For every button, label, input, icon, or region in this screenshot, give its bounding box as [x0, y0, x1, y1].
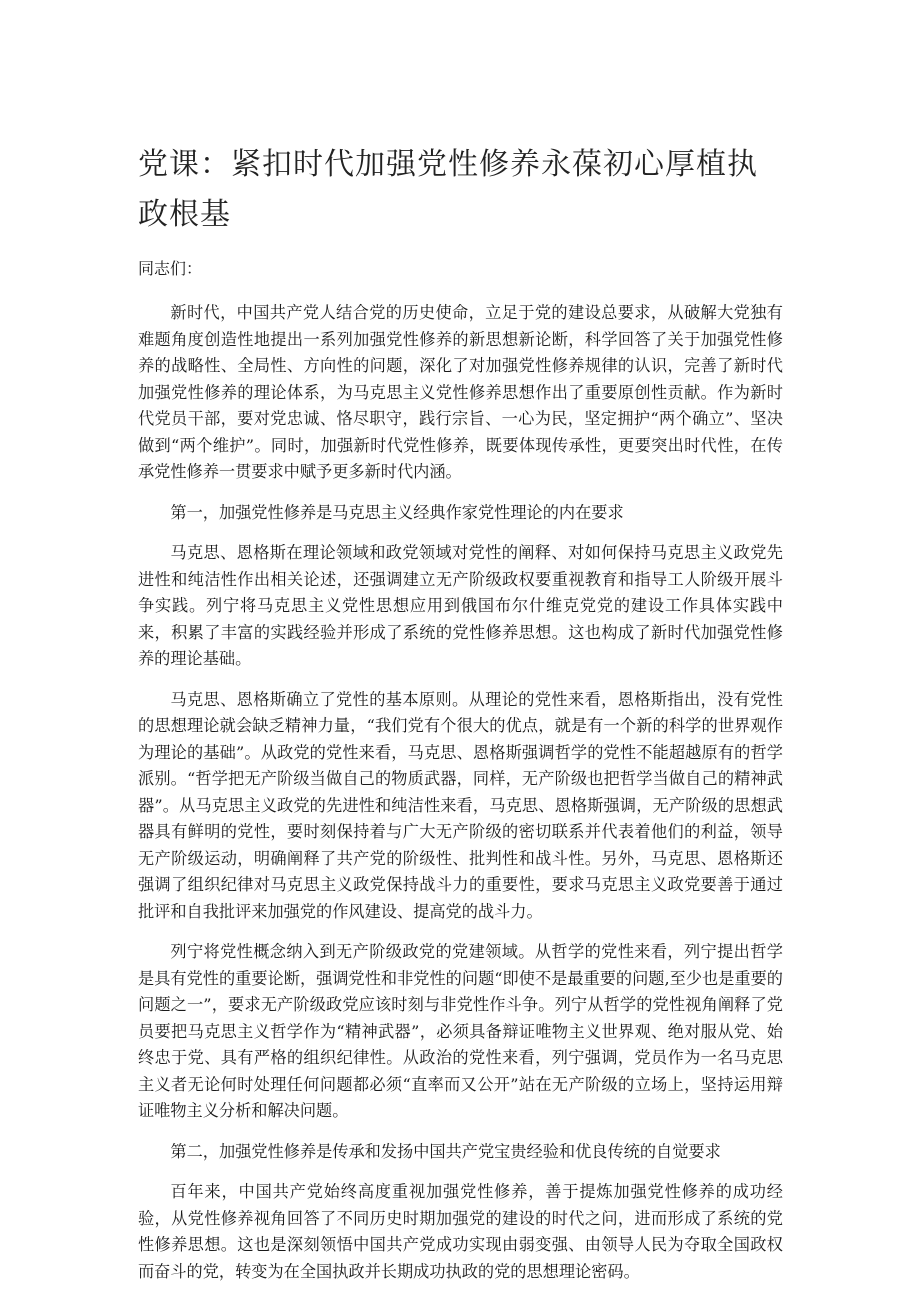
- section-heading-1: 第一，加强党性修养是马克思主义经典作家党性理论的内在要求: [170, 502, 624, 522]
- paragraph-intro: 新时代，中国共产党人结合党的历史使命，立足于党的建设总要求，从破解大党独有难题角度创造性地提出一系列加强党性修养的新思想新论断，科学回答了关于加强党性修养的战略性、全局性、方向性的问题，深化了对加强党性修养规律的认识，完善了新时代加强党性修养的理论体系，为马克思主义党性修养思想作出了重要原创性贡献。作为新时代党员干部，要对党忠诚、恪尽职守，践行宗旨、一心为民，坚定拥护“两个确立”、坚决做到“两个维护”。同时，加强新时代党性修养，既要体现传承性，更要突出时代性，在传承党性修养一贯要求中赋予更多新时代内涵。: [138, 303, 783, 481]
- section-heading-2: 第二，加强党性修养是传承和发扬中国共产党宝贵经验和优良传统的自觉要求: [170, 1141, 721, 1161]
- paragraph-lenin: 列宁将党性概念纳入到无产阶级政党的党建领域。从哲学的党性来看，列宁提出哲学是具有党性的重要论断，强调党性和非党性的问题“即使不是最重要的问题,至少也是重要的问题之一”，要求无产阶级政党应该时刻与非党性作斗争。列宁从哲学的党性视角阐释了党员要把马克思主义哲学作为“精神武器”，必须具备辩证唯物主义世界观、绝对服从党、始终忠于党、具有严格的组织纪律性。从政治的党性来看，列宁强调，党员作为一名马克思主义者无论何时处理任何问题都必须“直率而又公开”站在无产阶级的立场上，坚持运用辩证唯物主义分析和解决问题。: [138, 942, 783, 1120]
- document-page: [138, 140, 783, 1299]
- document-title: 党课：紧扣时代加强党性修养永葆初心厚植执政根基: [138, 147, 758, 232]
- paragraph-marx-engels-principles: 马克思、恩格斯确立了党性的基本原则。从理论的党性来看，恩格斯指出，没有党性的思想理论就会缺乏精神力量，“我们党有个很大的优点，就是有一个新的科学的世界观作为理论的基础”。从政党的党性来看，马克思、恩格斯强调哲学的党性不能超越原有的哲学派别。“哲学把无产阶级当做自己的物质武器，同样，无产阶级也把哲学当做自己的精神武器”。从马克思主义政党的先进性和纯洁性来看，马克思、恩格斯强调，无产阶级的思想武器具有鲜明的党性，要时刻保持着与广大无产阶级的密切联系并代表着他们的利益，领导无产阶级运动，明确阐释了共产党的阶级性、批判性和战斗性。另外，马克思、恩格斯还强调了组织纪律对马克思主义政党保持战斗力的重要性，要求马克思主义政党要善于通过批评和自我批评来加强党的作风建设、提高党的战斗力。: [138, 689, 783, 921]
- paragraph-cpc-history: 百年来，中国共产党始终高度重视加强党性修养，善于提炼加强党性修养的成功经验，从党性修养视角回答了不同历史时期加强党的建设的时代之问，进而形成了系统的党性修养思想。这也是深刻领悟中国共产党成功实现由弱变强、由领导人民为夺取全国政权而奋斗的党，转变为在全国执政并长期成功执政的党的思想理论密码。: [138, 1182, 783, 1281]
- paragraph-marx-lenin-overview: 马克思、恩格斯在理论领域和政党领域对党性的阐释、对如何保持马克思主义政党先进性和纯洁性作出相关论述，还强调建立无产阶级政权要重视教育和指导工人阶级开展斗争实践。列宁将马克思主义党性思想应用到俄国布尔什维克党党的建设工作具体实践中来，积累了丰富的实践经验并形成了系统的党性修养思想。这也构成了新时代加强党性修养的理论基础。: [138, 543, 783, 668]
- salutation: 同志们：: [138, 259, 203, 278]
